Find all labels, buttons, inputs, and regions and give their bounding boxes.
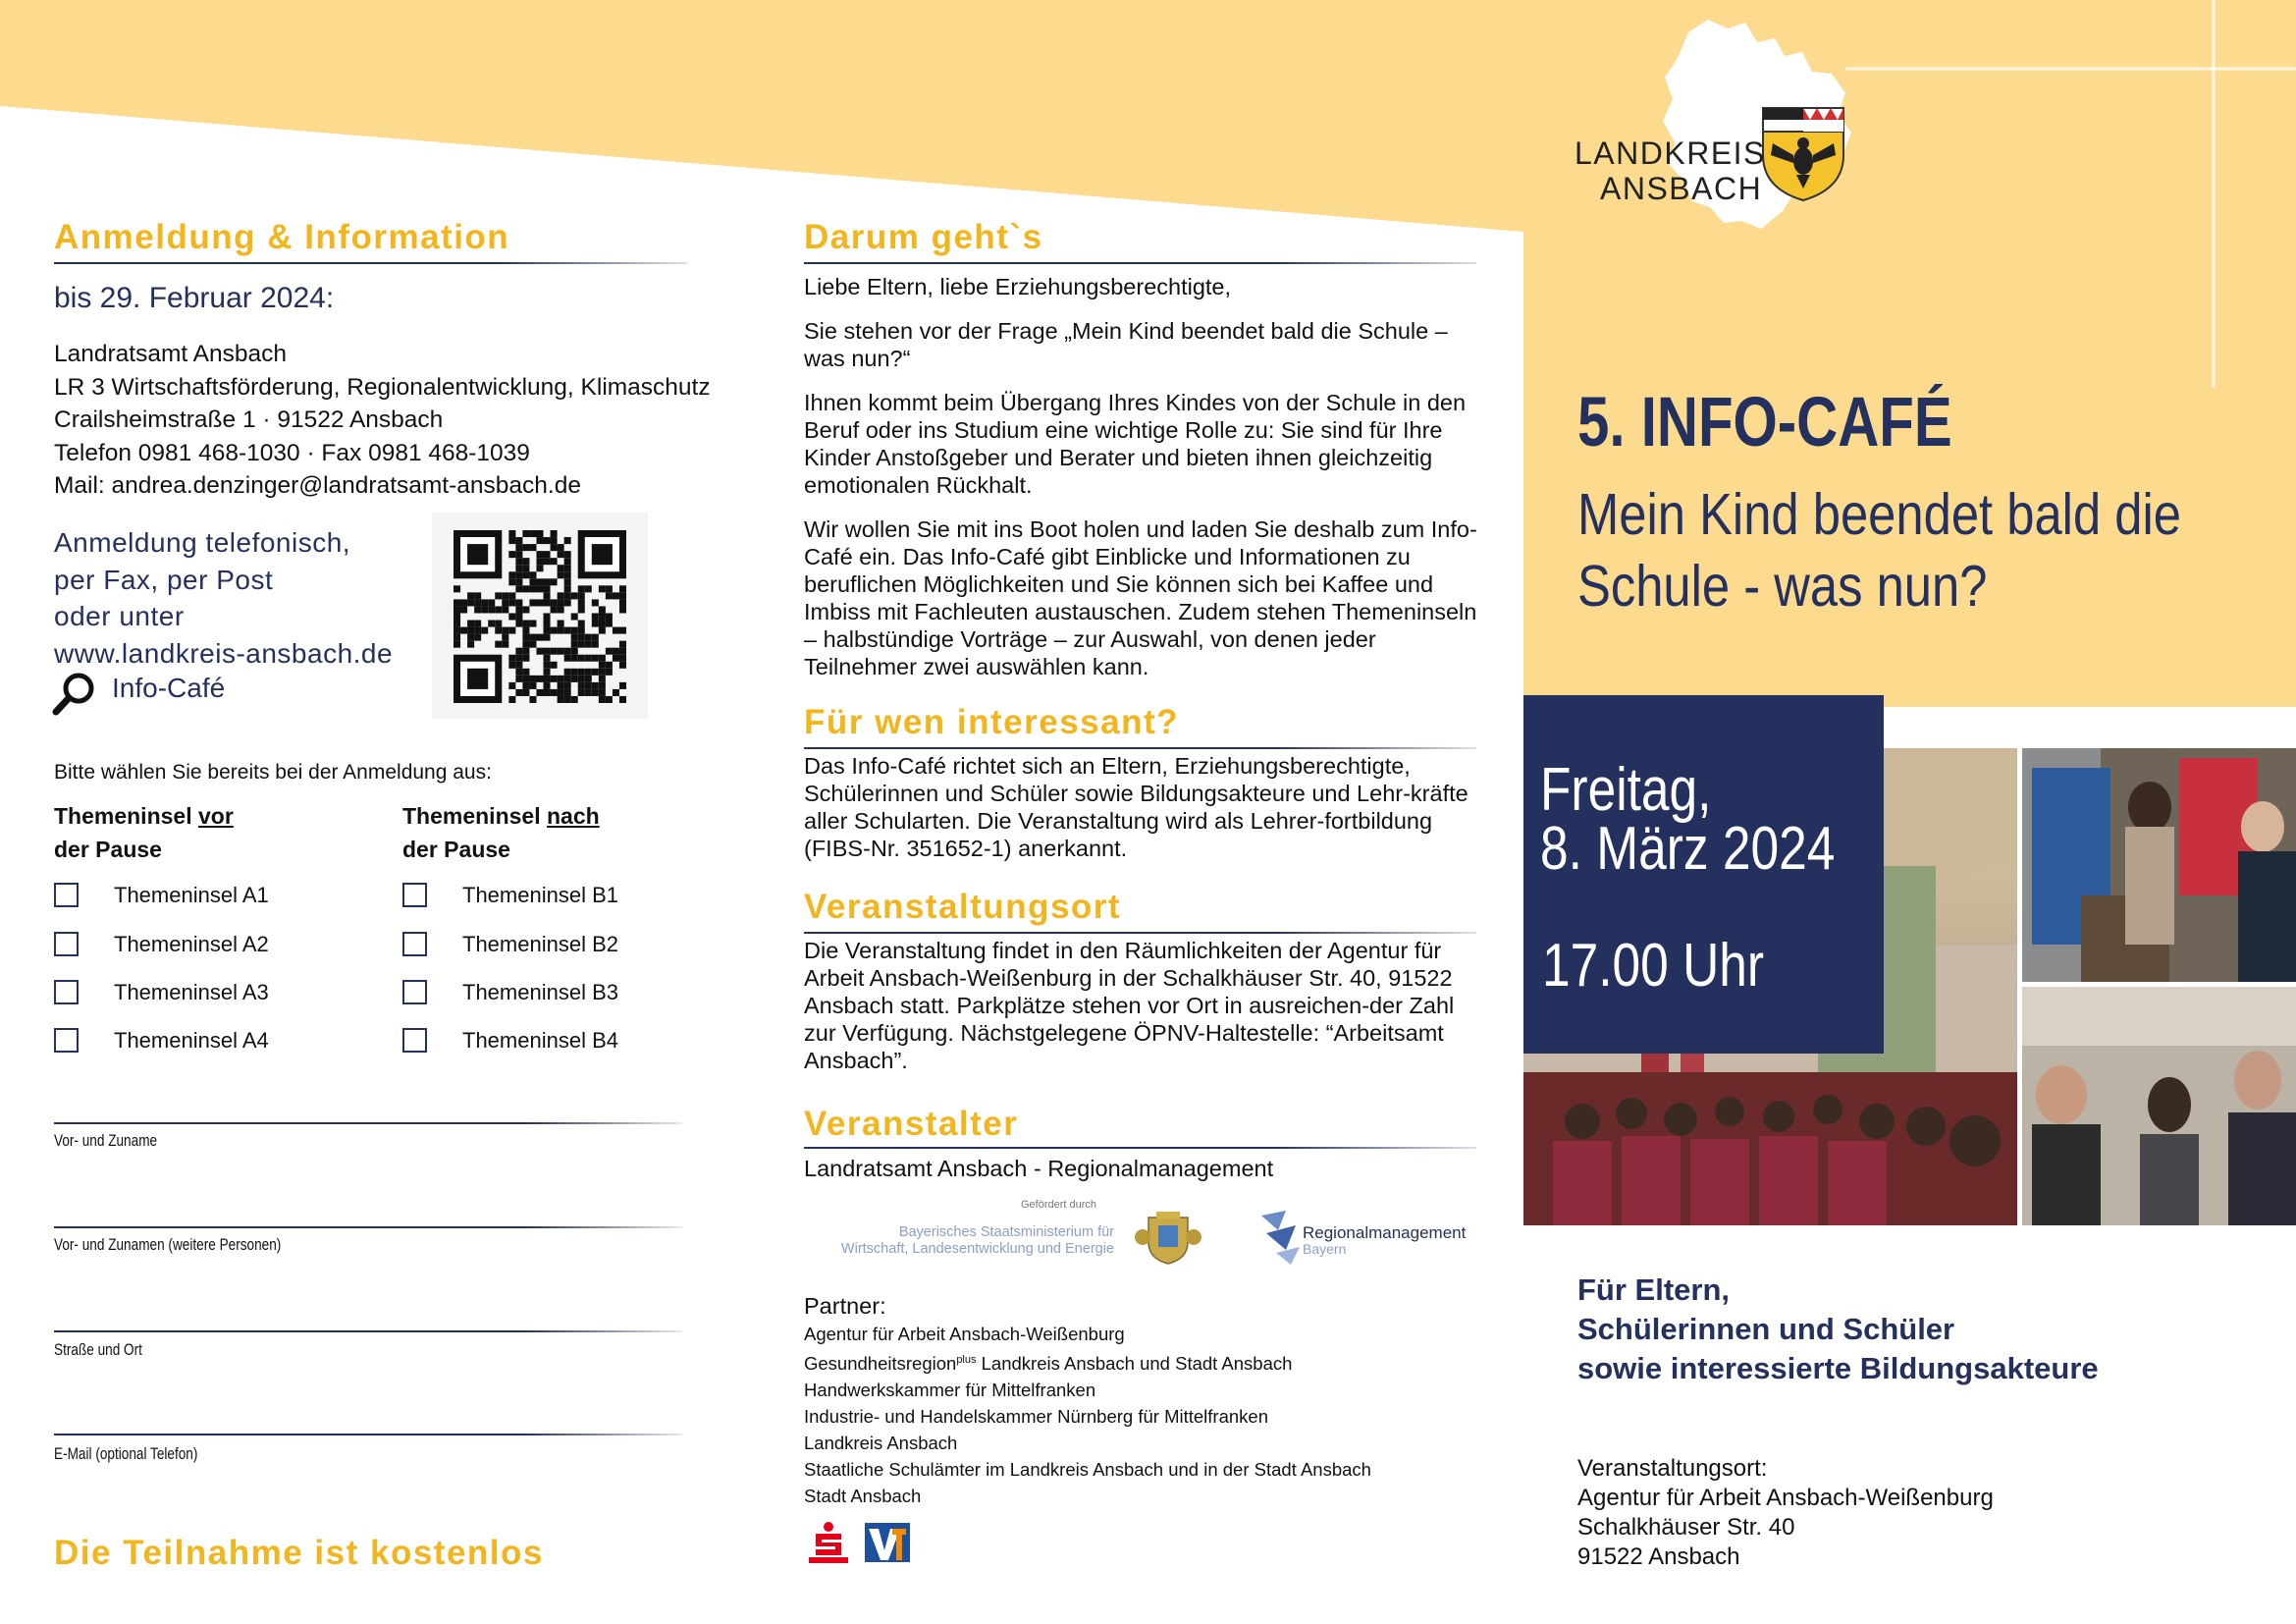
checkbox-a2[interactable] — [54, 932, 79, 956]
name-field[interactable] — [54, 1122, 682, 1124]
partner-prefix: Gesundheitsregion — [804, 1353, 957, 1375]
method-line: oder unter — [54, 601, 185, 631]
partner-item: Handwerkskammer für Mittelfranken — [804, 1380, 1096, 1401]
registration-methods — [54, 524, 393, 672]
date-line: Freitag, — [1540, 756, 1712, 824]
event-date — [1540, 756, 1836, 883]
method-line: per Fax, per Post — [54, 564, 274, 595]
checkbox-a1[interactable] — [54, 883, 79, 907]
event-photo-stand — [2022, 748, 2296, 982]
option-label: Themeninsel B1 — [462, 883, 618, 907]
district-logo-text — [1575, 135, 1766, 206]
additional-names-field[interactable] — [54, 1226, 682, 1228]
checkbox-b2[interactable] — [402, 932, 427, 956]
option-label: Themeninsel A3 — [114, 980, 269, 1004]
paragraph: Liebe Eltern, liebe Erziehungsberechtigte, — [804, 274, 1232, 299]
partner-item — [804, 1347, 1371, 1377]
organizer-text: Landratsamt Ansbach - Regionalmanagement — [804, 1156, 1274, 1181]
heading-divider — [804, 262, 1476, 264]
venue-text: Die Veranstaltung findet in den Räumlichkeiten der Agentur für Arbeit Ansbach-Weißenburg in der Schalkhäuser Str. 40, 91522 Ansbach statt. Parkplätze stehen vor Ort in ausreichen-der Zahl zur Verfügung. Nächstgelegene ÖPNV-Haltestelle: “Arbeitsamt Ansbach”. — [804, 938, 1455, 1073]
ministry-logo-text — [805, 1224, 1114, 1258]
selection-note: Bitte wählen Sie bereits bei der Anmeldung aus: — [54, 761, 492, 784]
website-link[interactable]: www.landkreis-ansbach.de — [54, 637, 394, 669]
venue-line: 91522 Ansbach — [1577, 1543, 1740, 1570]
paragraph: Ihnen kommt beim Übergang Ihres Kindes von der Schule in den Beruf oder ins Studium eine wichtige Rolle zu: Sie sind für Ihre Kinder Anstoßgeber und Berater und bieten ihnen gleichzeitig emotionalen Rückhalt. — [804, 390, 1467, 498]
qr-code[interactable] — [454, 530, 626, 703]
venue-line: Schalkhäuser Str. 40 — [1577, 1514, 1795, 1541]
checkbox-b4[interactable] — [402, 1028, 427, 1053]
rm-line: Bayern — [1303, 1241, 1347, 1257]
logo-line: LANDKREIS — [1575, 135, 1766, 171]
header-line2: der Pause — [402, 837, 510, 862]
address-line: Crailsheimstraße 1 · 91522 Ansbach — [54, 406, 444, 433]
subtitle-line: Schule - was nun? — [1577, 554, 1988, 619]
funding-label: Gefördert durch — [1021, 1199, 1097, 1211]
event-subtitle — [1577, 479, 2181, 623]
partner-item: Landkreis Ansbach — [804, 1433, 958, 1454]
option-label: Themeninsel B3 — [462, 980, 618, 1004]
ministry-line: Wirtschaft, Landesentwicklung und Energie — [840, 1241, 1114, 1257]
about-text — [804, 273, 1481, 680]
contact-address — [54, 338, 711, 503]
magnifier-icon — [51, 671, 98, 718]
street-city-field[interactable] — [54, 1330, 682, 1332]
header-prefix: Themeninsel — [402, 803, 547, 829]
partner-superscript: plus — [956, 1354, 977, 1366]
target-audience — [1577, 1271, 2099, 1388]
option-label: Themeninsel A1 — [114, 883, 269, 907]
option-label: Themeninsel A2 — [114, 932, 269, 956]
event-photo-discussion — [2022, 987, 2296, 1225]
checkbox-a4[interactable] — [54, 1028, 79, 1053]
sparkasse-logo-icon — [806, 1520, 851, 1565]
audience-line: sowie interessierte Bildungsakteure — [1577, 1351, 2099, 1385]
header-emphasis: vor — [197, 803, 234, 829]
address-line: LR 3 Wirtschaftsförderung, Regionalentwicklung, Klimaschutz — [54, 373, 711, 401]
about-heading: Darum geht`s — [804, 218, 1043, 256]
paragraph: Sie stehen vor der Frage „Mein Kind beendet bald die Schule – was nun?“ — [804, 318, 1448, 371]
venue-line: Agentur für Arbeit Ansbach-Weißenburg — [1577, 1485, 1994, 1511]
heading-divider — [804, 932, 1476, 934]
registration-deadline: bis 29. Februar 2024: — [54, 282, 335, 314]
contact-email[interactable]: Mail: andrea.denzinger@landratsamt-ansbach.de — [54, 472, 581, 499]
field-label: Straße und Ort — [54, 1340, 142, 1359]
heading-divider — [804, 1147, 1476, 1149]
audience-heading: Für wen interessant? — [804, 703, 1180, 741]
column-header-before — [54, 799, 234, 866]
header-prefix: Themeninsel — [54, 803, 198, 829]
method-line: Anmeldung telefonisch, — [54, 527, 351, 558]
column-header-after — [402, 799, 600, 866]
field-label: Vor- und Zuname — [54, 1131, 158, 1150]
partner-item: Staatliche Schulämter im Landkreis Ansbach und in der Stadt Ansbach — [804, 1459, 1371, 1481]
subtitle-line: Mein Kind beendet bald die — [1577, 482, 2181, 547]
audience-text: Das Info-Café richtet sich an Eltern, Erziehungsberechtigte, Schülerinnen und Schüler sowie Bildungsakteure und Lehr-kräfte aller Schularten. Die Veranstaltung wird als Lehrer-fortbildung (FIBS-Nr. 351652-1) anerkannt. — [804, 753, 1468, 861]
search-term: Info-Café — [112, 673, 226, 703]
audience-line: Für Eltern, — [1577, 1272, 1731, 1307]
date-line: 8. März 2024 — [1540, 815, 1836, 883]
bavarian-coat-of-arms-icon — [1129, 1208, 1207, 1267]
option-label: Themeninsel B4 — [462, 1028, 618, 1053]
field-label: Vor- und Zunamen (weitere Personen) — [54, 1235, 282, 1254]
option-label: Themeninsel B2 — [462, 932, 618, 956]
free-participation-note: Die Teilnahme ist kostenlos — [54, 1534, 544, 1572]
heading-divider — [54, 262, 687, 264]
partner-list — [804, 1321, 1371, 1509]
venue-label: Veranstaltungsort: — [1577, 1455, 1768, 1482]
option-label: Themeninsel A4 — [114, 1028, 269, 1053]
header-line2: der Pause — [54, 837, 162, 862]
address-line: Telefon 0981 468-1030 · Fax 0981 468-1039 — [54, 439, 530, 466]
regionalmanagement-logo-icon — [1256, 1206, 1306, 1267]
regionalmanagement-logo-text — [1303, 1225, 1466, 1257]
checkbox-a3[interactable] — [54, 980, 79, 1004]
volksbank-logo-icon — [865, 1523, 910, 1562]
audience-line: Schülerinnen und Schüler — [1577, 1312, 1955, 1346]
partner-suffix: Landkreis Ansbach und Stadt Ansbach — [981, 1353, 1293, 1375]
ministry-line: Bayerisches Staatsministerium für — [898, 1224, 1114, 1240]
venue-heading: Veranstaltungsort — [804, 888, 1122, 926]
logo-line: ANSBACH — [1600, 171, 1763, 206]
email-field[interactable] — [54, 1434, 682, 1435]
header-emphasis: nach — [546, 803, 600, 829]
cover-venue — [1577, 1454, 1994, 1572]
rm-line: Regionalmanagement — [1303, 1223, 1467, 1242]
registration-heading: Anmeldung & Information — [54, 218, 510, 256]
address-line: Landratsamt Ansbach — [54, 341, 287, 367]
checkbox-b1[interactable] — [402, 883, 427, 907]
event-time: 17.00 Uhr — [1542, 932, 1764, 1000]
coat-of-arms-icon — [1759, 104, 1847, 202]
paragraph: Wir wollen Sie mit ins Boot holen und laden Sie deshalb zum Info-Café ein. Das Info-Café gibt Einblicke und Informationen zu beruflichen Möglichkeiten und Sie können sich bei Kaffee und Imbiss mit Fachleuten austauschen. Zudem stehen Themeninseln – halbstündige Vorträge – zur Auswahl, von denen jeder Teilnehmer zwei auswählen kann. — [804, 516, 1477, 679]
organizer-heading: Veranstalter — [804, 1105, 1019, 1143]
partners-heading: Partner: — [804, 1293, 886, 1319]
field-label: E-Mail (optional Telefon) — [54, 1444, 198, 1463]
checkbox-b3[interactable] — [402, 980, 427, 1004]
heading-divider — [804, 747, 1476, 749]
event-title: 5. INFO-CAFÉ — [1577, 384, 1952, 461]
partner-item: Agentur für Arbeit Ansbach-Weißenburg — [804, 1324, 1125, 1344]
partner-item: Industrie- und Handelskammer Nürnberg für Mittelfranken — [804, 1406, 1268, 1428]
partner-item: Stadt Ansbach — [804, 1486, 922, 1507]
